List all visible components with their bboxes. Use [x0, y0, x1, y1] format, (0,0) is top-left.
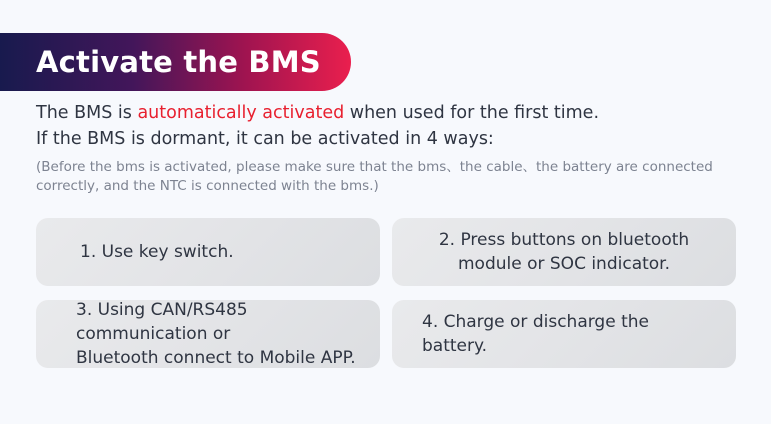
intro-line-1-after: when used for the first time. — [344, 103, 600, 123]
page-title: Activate the BMS — [36, 45, 321, 79]
card-4-line-1: 4. Charge or discharge the battery. — [422, 312, 649, 356]
intro-line-1 — [36, 100, 736, 126]
list-item — [392, 218, 736, 286]
card-2-line-2: module or SOC indicator. — [457, 254, 671, 274]
card-2-text — [439, 228, 689, 276]
list-item — [36, 300, 380, 368]
intro-paragraph — [36, 100, 736, 152]
intro-line-1-before: The BMS is — [36, 103, 138, 123]
card-3-line-2: Bluetooth connect to Mobile APP. — [76, 348, 356, 368]
card-3-text — [54, 298, 362, 370]
intro-highlight: automatically activated — [137, 103, 345, 123]
card-4-text — [410, 310, 718, 358]
title-banner — [0, 33, 351, 91]
card-2-line-1: 2. Press buttons on bluetooth — [438, 230, 690, 250]
card-1-line-1: 1. Use key switch. — [80, 242, 234, 262]
card-1-text — [54, 240, 234, 264]
intro-line-2: If the BMS is dormant, it can be activated in 4 ways: — [36, 129, 494, 149]
list-item — [392, 300, 736, 368]
list-item — [36, 218, 380, 286]
card-3-line-1: 3. Using CAN/RS485 communication or — [76, 300, 248, 344]
note-text: (Before the bms is activated, please make sure that the bms、the cable、the battery are connected correctly, and the NTC is connected with the bms.) — [36, 159, 713, 194]
activation-methods-list — [36, 218, 736, 368]
